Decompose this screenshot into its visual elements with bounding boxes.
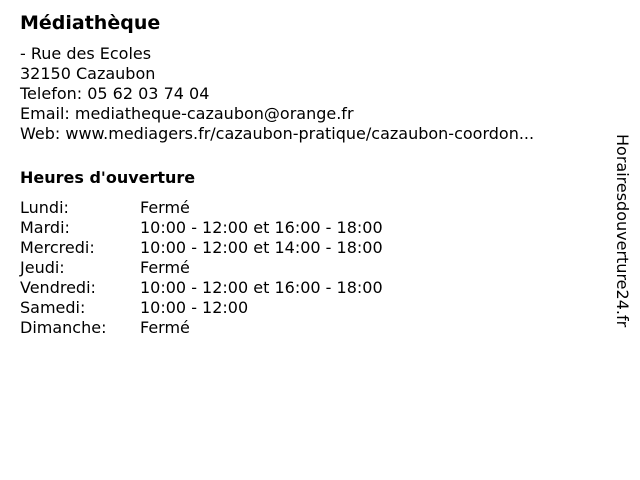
address-city: 32150 Cazaubon: [20, 64, 156, 83]
time-value: Fermé: [140, 258, 190, 277]
web-line: Web: www.mediagers.fr/cazaubon-pratique/cazaubon-coordon...: [20, 124, 535, 143]
time-value: Fermé: [140, 198, 190, 217]
day-label: Mardi:: [20, 218, 70, 237]
time-value: 10:00 - 12:00 et 16:00 - 18:00: [140, 278, 383, 297]
day-label: Jeudi:: [20, 258, 65, 277]
hours-row: [20, 318, 600, 338]
hours-row: [20, 218, 600, 238]
address-street: - Rue des Ecoles: [20, 44, 152, 63]
page-title: Médiathèque: [20, 12, 161, 34]
time-value: 10:00 - 12:00: [140, 298, 249, 317]
hours-row: [20, 278, 600, 298]
day-label: Samedi:: [20, 298, 86, 317]
hours-row: [20, 258, 600, 278]
email-line: Email: mediatheque-cazaubon@orange.fr: [20, 104, 354, 123]
time-value: Fermé: [140, 318, 190, 337]
day-label: Mercredi:: [20, 238, 95, 257]
hours-row: [20, 198, 600, 218]
brand-watermark: Horairesdouverture24.fr: [613, 134, 632, 328]
info-card: [20, 10, 600, 338]
hours-row: [20, 238, 600, 258]
hours-heading: Heures d'ouverture: [20, 168, 196, 187]
time-value: 10:00 - 12:00 et 14:00 - 18:00: [140, 238, 383, 257]
day-label: Lundi:: [20, 198, 69, 217]
hours-row: [20, 298, 600, 318]
time-value: 10:00 - 12:00 et 16:00 - 18:00: [140, 218, 383, 237]
day-label: Dimanche:: [20, 318, 107, 337]
hours-table: [20, 198, 600, 338]
phone-line: Telefon: 05 62 03 74 04: [20, 84, 210, 103]
day-label: Vendredi:: [20, 278, 96, 297]
